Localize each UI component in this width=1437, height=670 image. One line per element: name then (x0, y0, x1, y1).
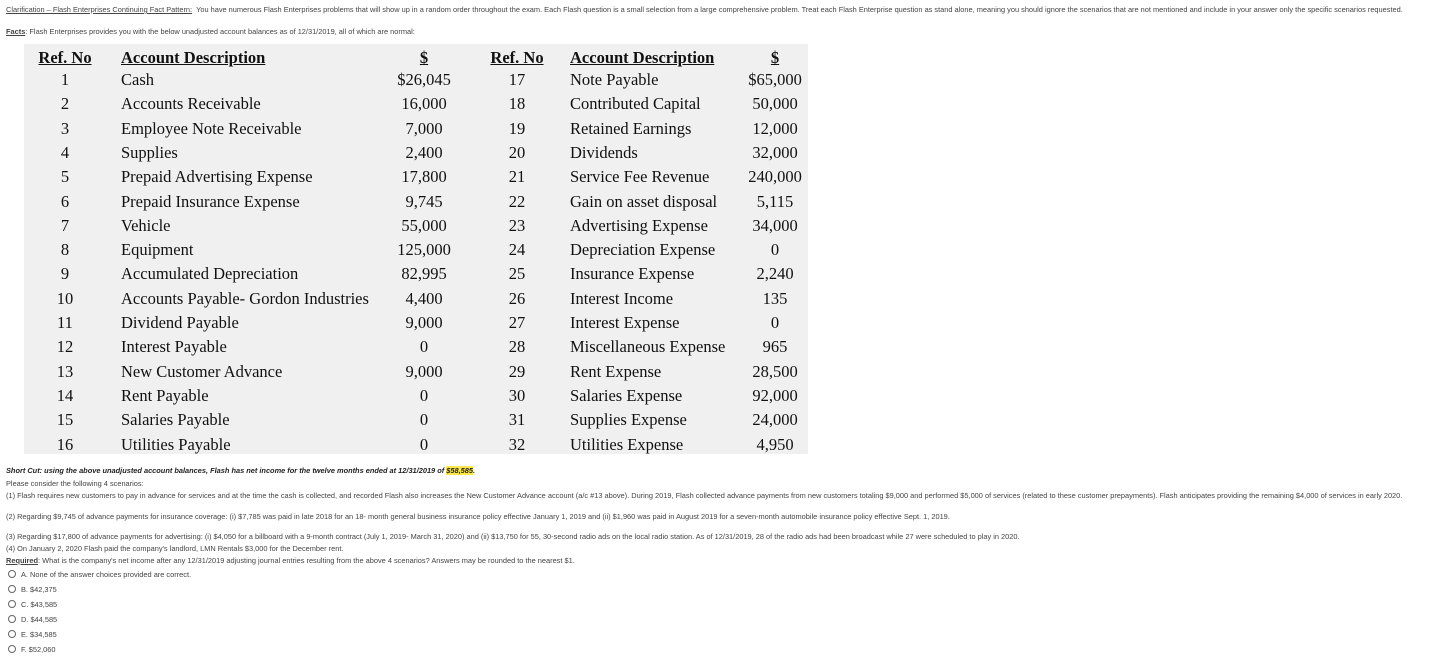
ref-number: 21 (508, 167, 526, 187)
account-balance: 0 (419, 385, 429, 405)
answer-option-label: F. $52,060 (21, 645, 56, 654)
account-description: Utilities Payable (121, 434, 231, 454)
answer-option[interactable] (8, 570, 191, 579)
required-label: Required (6, 556, 39, 565)
account-balance: 125,000 (397, 240, 451, 260)
answer-option-label: B. $42,375 (21, 585, 57, 594)
account-description: Equipment (121, 240, 194, 260)
clarification-link[interactable]: Clarification – Flash Enterprises Continuing Fact Pattern: (6, 5, 193, 14)
account-balances-table (24, 44, 808, 454)
ref-number: 3 (60, 118, 70, 138)
account-description: Accounts Payable- Gordon Industries (121, 288, 369, 308)
account-description: Dividends (570, 142, 638, 162)
answer-option[interactable] (8, 630, 57, 639)
account-description: New Customer Advance (121, 361, 283, 381)
shortcut-line (6, 466, 475, 475)
account-description: Salaries Payable (121, 410, 230, 430)
account-balance: 92,000 (752, 385, 798, 405)
ref-number: 24 (508, 240, 526, 260)
radio-button-icon[interactable] (8, 570, 16, 578)
account-balance: $65,000 (748, 70, 802, 89)
account-description: Salaries Expense (570, 385, 683, 405)
scenario-2: (2) Regarding $9,745 of advance payments for insurance coverage: (i) $7,785 was paid in late 2018 for an 18- month general business insurance policy effective January 1, 2019 and (ii) $1,960 was paid in August 2019 for a seven-month automobile insurance policy effective Sept. 1, 2019. (6, 512, 950, 521)
account-description: Depreciation Expense (570, 240, 716, 260)
facts-label: Facts (6, 27, 26, 36)
ref-number: 29 (508, 361, 526, 381)
scenario-3: (3) Regarding $17,800 of advance payments for advertising: (i) $4,050 for a billboard with a 9-month contract (July 1, 2019- March 31, 2020) and (ii) $13,750 for 55, 30-second radio ads on the local radio station. As of 12/31/2019, 28 of the radio ads had been broadcast while 27 were scheduled to play in 2020. (6, 532, 1020, 541)
header-amt-left: $ (419, 48, 429, 67)
facts-line (6, 27, 415, 36)
header-ref-left: Ref. No (38, 48, 92, 67)
account-description: Supplies (121, 142, 178, 162)
account-balance: 16,000 (401, 94, 447, 114)
radio-button-icon[interactable] (8, 615, 16, 623)
ref-number: 22 (508, 191, 526, 211)
header-amt-right: $ (770, 48, 780, 67)
account-description: Advertising Expense (570, 215, 708, 235)
account-balance: 9,000 (405, 361, 443, 381)
account-balance: 12,000 (752, 118, 798, 138)
ref-number: 4 (60, 142, 70, 162)
account-balance: 34,000 (752, 215, 798, 235)
account-balance: 55,000 (401, 215, 447, 235)
account-description: Rent Payable (121, 385, 209, 405)
scenario-1: (1) Flash requires new customers to pay in advance for services and at the time the cash is collected, and recorded Flash also increases the New Customer Advance account (a/c #13 above). During 2019, Flash collected advance payments from new customers totaling $9,000 and performed $5,000 of services (related to these customer prepayments). Flash anticipates providing the remaining $4,000 of services in early 2020. (6, 491, 1403, 500)
account-balance: 4,400 (405, 288, 443, 308)
shortcut-net-income: $58,585 (446, 466, 473, 475)
ref-number: 20 (508, 142, 526, 162)
ref-number: 6 (60, 191, 70, 211)
ref-number: 11 (57, 313, 73, 332)
header-desc-left: Account Description (121, 48, 266, 67)
account-description: Contributed Capital (570, 94, 701, 114)
account-balance: 0 (770, 313, 780, 332)
ref-number: 32 (508, 434, 526, 454)
header-desc-right: Account Description (570, 48, 715, 67)
radio-button-icon[interactable] (8, 630, 16, 638)
intro-text: You have numerous Flash Enterprises problems that will show up in a random order throughout the exam. Each Flash question is a small selection from a large comprehensive problem. Treat each Flash Enterprise question as stand alone, meaning you should ignore the scenarios that are not mentioned and include in your answer only the specific scenarios requested. (196, 5, 1403, 14)
account-description: Service Fee Revenue (570, 167, 710, 187)
ref-number: 19 (508, 118, 526, 138)
answer-option[interactable] (8, 645, 56, 654)
required-text: : What is the company's net income after any 12/31/2019 adjusting journal entries resulting from the above 4 scenarios? Answers may be rounded to the nearest $1. (38, 556, 575, 565)
ref-number: 17 (508, 70, 526, 89)
account-description: Prepaid Advertising Expense (121, 167, 313, 187)
ref-number: 2 (60, 94, 70, 114)
account-description: Interest Expense (570, 313, 680, 332)
account-description: Interest Payable (121, 337, 227, 357)
answer-option-label: E. $34,585 (21, 630, 57, 639)
account-description: Note Payable (570, 70, 659, 89)
ref-number: 9 (60, 264, 70, 284)
account-description: Interest Income (570, 288, 674, 308)
ref-number: 26 (508, 288, 526, 308)
radio-button-icon[interactable] (8, 645, 16, 653)
account-description: Miscellaneous Expense (570, 337, 726, 357)
account-balance: 50,000 (752, 94, 798, 114)
account-balance: 82,995 (401, 264, 447, 284)
account-description: Retained Earnings (570, 118, 692, 138)
shortcut-end: . (472, 466, 476, 475)
account-description: Vehicle (121, 215, 171, 235)
radio-button-icon[interactable] (8, 585, 16, 593)
ref-number: 1 (60, 70, 70, 89)
account-balance: 240,000 (748, 167, 802, 187)
account-balance: 0 (419, 337, 429, 357)
account-description: Dividend Payable (121, 313, 239, 332)
account-balance: 965 (762, 337, 788, 357)
account-description: Insurance Expense (570, 264, 695, 284)
answer-option-label: D. $44,585 (21, 615, 58, 624)
account-balance: 2,240 (756, 264, 794, 284)
account-balance: 135 (762, 288, 788, 308)
ref-number: 31 (508, 410, 526, 430)
account-balance: 0 (419, 434, 429, 454)
radio-button-icon[interactable] (8, 600, 16, 608)
account-description: Utilities Expense (570, 434, 684, 454)
ref-number: 14 (56, 385, 74, 405)
account-description: Rent Expense (570, 361, 662, 381)
ref-number: 16 (56, 434, 74, 454)
answer-option-label: A. None of the answer choices provided are correct. (21, 570, 192, 579)
account-balance: 32,000 (752, 142, 798, 162)
answer-option[interactable] (8, 615, 57, 624)
account-description: Accumulated Depreciation (121, 264, 299, 284)
account-description: Supplies Expense (570, 410, 687, 430)
account-balance: 28,500 (752, 361, 798, 381)
account-balance: 0 (419, 410, 429, 430)
account-description: Accounts Receivable (121, 94, 261, 114)
ref-number: 30 (508, 385, 526, 405)
account-balance: 9,745 (405, 191, 443, 211)
ref-number: 7 (60, 215, 70, 235)
account-description: Employee Note Receivable (121, 118, 302, 138)
account-balance: $26,045 (397, 70, 451, 89)
ref-number: 12 (56, 337, 74, 357)
answer-option-label: C. $43,585 (21, 600, 58, 609)
ref-number: 25 (508, 264, 526, 284)
ref-number: 15 (56, 410, 74, 430)
ref-number: 13 (56, 361, 74, 381)
answer-option[interactable] (8, 585, 57, 594)
account-balance: 2,400 (405, 142, 443, 162)
ref-number: 8 (60, 240, 70, 260)
account-balance: 5,115 (756, 191, 794, 211)
facts-text: : Flash Enterprises provides you with the below unadjusted account balances as of 12/31/2019, all of which are normal: (25, 27, 415, 36)
account-balance: 7,000 (405, 118, 443, 138)
ref-number: 18 (508, 94, 526, 114)
consider-line: Please consider the following 4 scenarios: (6, 479, 144, 488)
ref-number: 27 (508, 313, 526, 332)
account-balance: 9,000 (405, 313, 443, 332)
scenario-4: (4) On January 2, 2020 Flash paid the company's landlord, LMN Rentals $3,000 for the December rent. (6, 544, 344, 553)
intro-paragraph (6, 5, 1431, 14)
ref-number: 10 (56, 288, 74, 308)
ref-number: 28 (508, 337, 526, 357)
ref-number: 5 (60, 167, 70, 187)
ref-number: 23 (508, 215, 526, 235)
account-description: Prepaid Insurance Expense (121, 191, 300, 211)
account-balance: 17,800 (401, 167, 447, 187)
account-description: Gain on asset disposal (570, 191, 718, 211)
header-ref-right: Ref. No (490, 48, 544, 67)
account-balance: 0 (770, 240, 780, 260)
account-description: Cash (121, 70, 154, 89)
answer-option[interactable] (8, 600, 57, 609)
required-line (6, 556, 575, 565)
account-balance: 24,000 (752, 410, 798, 430)
shortcut-text: Short Cut: using the above unadjusted account balances, Flash has net income for the twelve months ended at 12/31/2019 of (6, 466, 447, 475)
account-balance: 4,950 (756, 434, 794, 454)
